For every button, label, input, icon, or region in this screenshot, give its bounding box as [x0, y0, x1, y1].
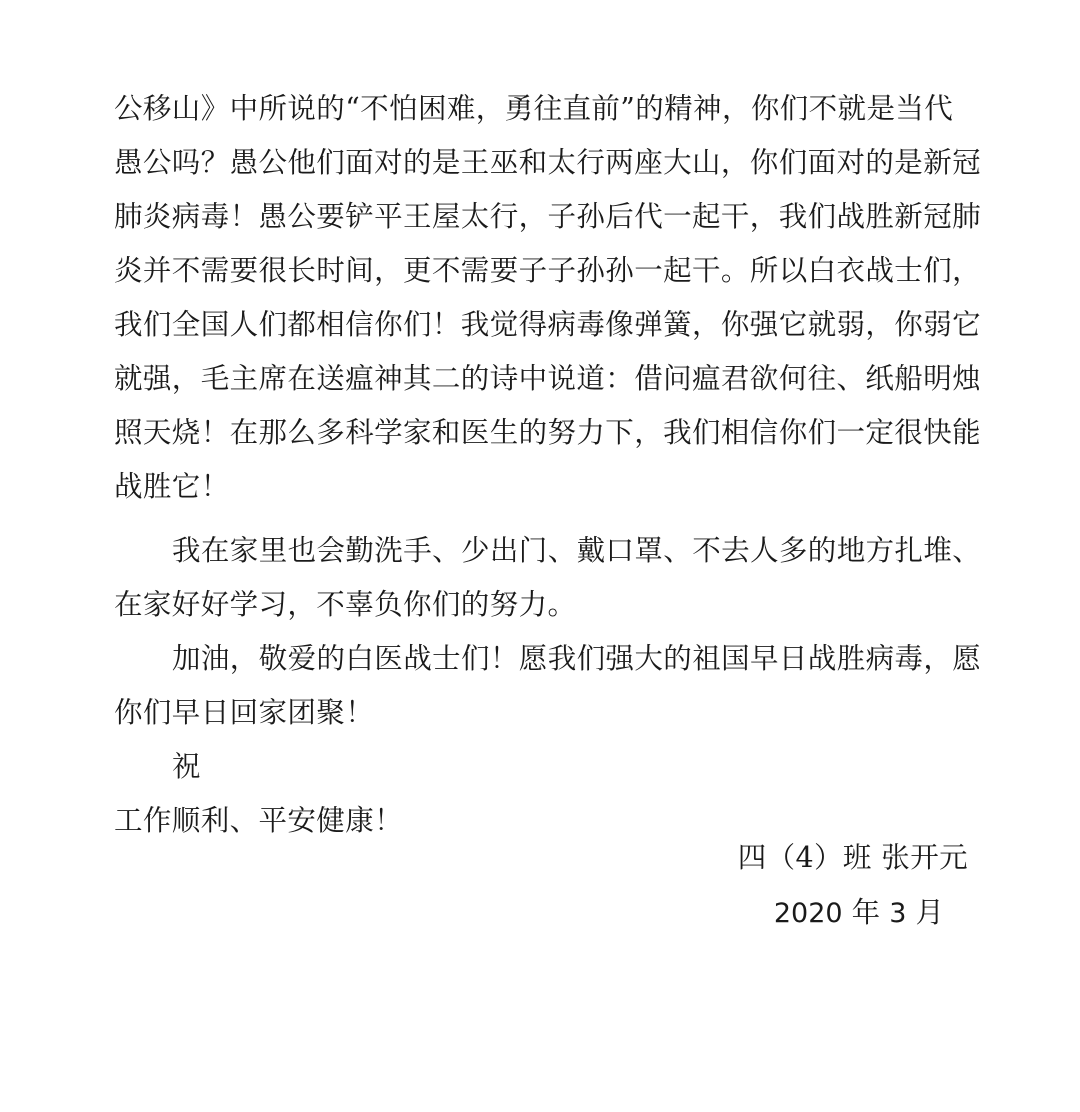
paragraph-1-line: 战胜它！ [114, 470, 230, 503]
closing-wish: 祝 [172, 750, 201, 783]
paragraph-2-line: 我在家里也会勤洗手、少出门、戴口罩、不去人多的地方扎堆、 [172, 534, 982, 567]
paragraph-1-line: 愚公吗？愚公他们面对的是王巫和太行两座大山，你们面对的是新冠 [114, 146, 982, 179]
date-month: 3 [889, 898, 907, 929]
paragraph-3-line: 你们早日回家团聚！ [114, 696, 375, 729]
paragraph-2-line: 在家好好学习，不辜负你们的努力。 [114, 588, 577, 621]
paragraph-1-line: 我们全国人们都相信你们！我觉得病毒像弹簧，你强它就弱，你弱它 [114, 308, 982, 341]
letter-date [774, 893, 944, 934]
paragraph-1-line: 肺炎病毒！愚公要铲平王屋太行，子孙后代一起干，我们战胜新冠肺 [114, 200, 982, 233]
paragraph-1-line: 照天烧！在那么多科学家和医生的努力下，我们相信你们一定很快能 [114, 416, 982, 449]
closing-blessing: 工作顺利、平安健康！ [114, 804, 404, 837]
signature: 四（4）班 张开元 [737, 841, 968, 874]
letter-body [114, 82, 982, 848]
date-year-unit: 年 [851, 896, 881, 929]
paragraph-1-line: 就强，毛主席在送瘟神其二的诗中说道：借问瘟君欲何往、纸船明烛 [114, 362, 982, 395]
paragraph-3-line: 加油，敬爱的白医战士们！愿我们强大的祖国早日战胜病毒，愿 [172, 642, 982, 675]
date-month-unit: 月 [915, 896, 944, 929]
paragraph-1-line: 公移山》中所说的“不怕困难，勇往直前”的精神，你们不就是当代 [114, 92, 954, 125]
date-year: 2020 [773, 898, 843, 929]
paragraph-1-line: 炎并不需要很长时间，更不需要子子孙孙一起干。所以白衣战士们， [114, 254, 982, 287]
